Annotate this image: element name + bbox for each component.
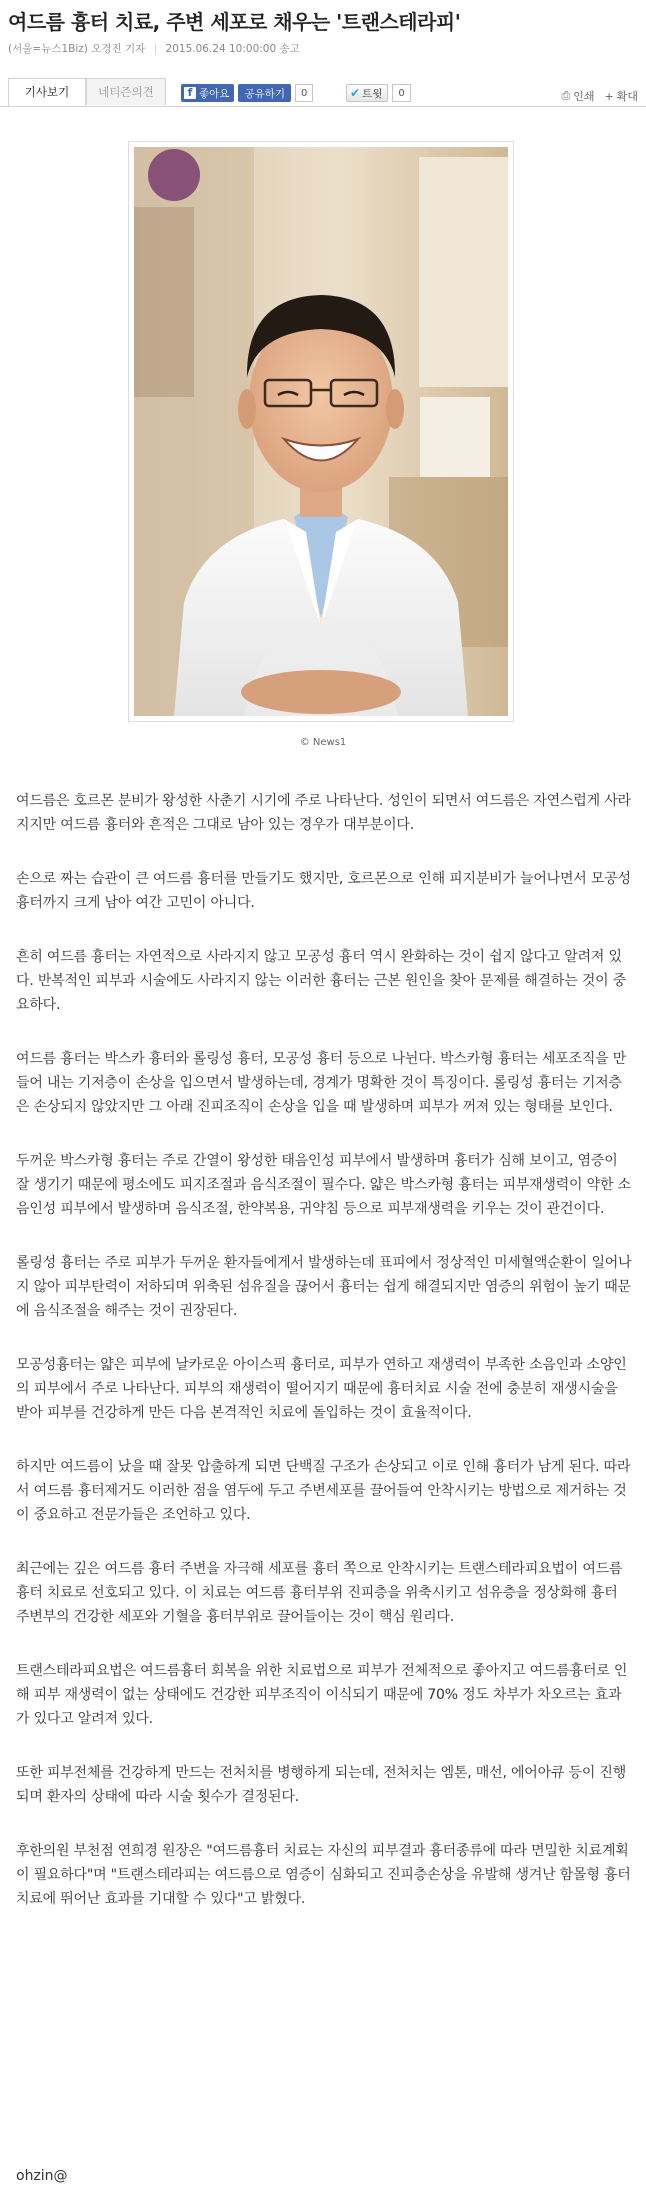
photo-caption: © News1 (299, 737, 347, 748)
twitter-widget (346, 84, 411, 102)
tweet-button[interactable] (346, 84, 388, 102)
article-paragraph: 손으로 짜는 습관이 큰 여드름 흉터를 만들기도 했지만, 호르몬으로 인해 피지분비가 늘어나면서 모공성 흉터까지 크게 남아 여간 고민이 아니다. (16, 871, 631, 911)
article-paragraph: 모공성흉터는 얇은 피부에 날카로운 아이스픽 흉터로, 피부가 연하고 재생력이 부족한 소음인과 소양인의 피부에서 주로 나타난다. 피부의 재생력이 떨어지기 때문에 흉터치료 시술 전에 충분히 재생시술을 받아 피부를 건강하게 만든 다음 본격적인 치료에 돌입하는 것이 효율적이다. (16, 1357, 627, 1421)
article-body (16, 789, 632, 1941)
zoom-in-icon: + (604, 89, 614, 103)
article-toolbar (0, 68, 646, 107)
article-photo (128, 141, 514, 722)
article-paragraph: 흔히 여드름 흉터는 자연적으로 사라지지 않고 모공성 흉터 역시 완화하는 것이 쉽지 않다고 알려져 있다. 반복적인 피부과 시술에도 사라지지 않는 이러한 흉터는 근본 원인을 찾아 문제를 해결하는 것이 중요하다. (16, 949, 627, 1013)
article-title: 여드름 흉터 치료, 주변 세포로 채우는 '트랜스테라피' (8, 10, 461, 34)
facebook-share-button[interactable]: 공유하기 (238, 84, 291, 102)
article-paragraph: 롤링성 흉터는 주로 피부가 두꺼운 환자들에게서 발생하는데 표피에서 정상적인 미세혈액순환이 일어나지 않아 피부탄력이 저하되며 위축된 섬유질을 끊어서 흉터는 쉽게 해결되지만 염증의 위험이 높기 때문에 음식조절을 해주는 것이 권장된다. (16, 1255, 632, 1319)
facebook-icon: f (184, 87, 196, 99)
facebook-like-label: 좋아요 (199, 87, 230, 100)
tweet-label: 트윗 (362, 87, 383, 100)
zoom-in-label: 확대 (616, 90, 638, 103)
facebook-like-button[interactable] (181, 84, 234, 102)
facebook-count: 0 (295, 84, 313, 102)
article-header (0, 0, 646, 56)
facebook-widget (181, 84, 313, 102)
article-paragraph: 최근에는 깊은 여드름 흉터 주변을 자극해 세포를 흉터 쪽으로 안착시키는 트랜스테라피요법이 여드름흉터 치료로 선호되고 있다. 이 치료는 여드름 흉터부위 진피층을 위축시키고 섬유층을 정상화해 흉터 주변부의 건강한 세포와 기혈을 흉터부위로 끌어들이는 것이 핵심 원리다. (16, 1561, 623, 1625)
print-button[interactable] (561, 88, 594, 104)
article-date-label: 송고 (279, 43, 300, 55)
tab-article-view[interactable]: 기사보기 (8, 78, 86, 106)
print-label: 인쇄 (573, 90, 595, 103)
article-paragraph: 하지만 여드름이 났을 때 잘못 압출하게 되면 단백질 구조가 손상되고 이로 인해 흉터가 남게 된다. 따라서 여드름 흉터제거도 이러한 점을 염두에 두고 주변세포를 끌어들여 안착시키는 방법으로 제거하는 것이 중요하고 전문가들은 조언하고 있다. (16, 1459, 631, 1523)
article-reporter: 오경진 기자 (91, 43, 146, 55)
meta-divider: | (153, 43, 158, 55)
zoom-in-button[interactable] (605, 88, 638, 104)
article-tools (551, 88, 638, 104)
twitter-icon: ✔ (350, 86, 361, 100)
reporter-signature: ohzin@ (16, 2168, 68, 2184)
tweet-count: 0 (392, 84, 410, 102)
article-paragraph: 여드름은 호르몬 분비가 왕성한 사춘기 시기에 주로 나타난다. 성인이 되면서 여드름은 자연스럽게 사라지지만 여드름 흉터와 흔적은 그대로 남아 있는 경우가 대부분이다. (16, 793, 631, 833)
article-source: (서울=뉴스1Biz) (8, 43, 88, 55)
tab-comments[interactable]: 네티즌의견 (86, 78, 166, 105)
article-meta (8, 41, 638, 56)
article-paragraph: 두꺼운 박스카형 흉터는 주로 간열이 왕성한 태음인성 피부에서 발생하며 흉터가 심해 보이고, 염증이 잘 생기기 때문에 평소에도 피지조절과 음식조절이 필수다. 얇은 박스카형 흉터는 피부재생력이 약한 소음인성 피부에서 발생하며 음식조절, 한약복용, 귀약침 등으로 피부재생력을 키우는 것이 관건이다. (16, 1153, 631, 1217)
article-paragraph: 여드름 흉터는 박스카 흉터와 롤링성 흉터, 모공성 흉터 등으로 나뉜다. 박스카형 흉터는 세포조직을 만들어 내는 기저층이 손상을 입으면서 발생하는데, 경계가 명확한 것이 특징이다. 롤링성 흉터는 기저층은 손상되지 않았지만 그 아래 진피조직이 손상을 입을 때 발생하며 피부가 꺼져 있는 형태를 보인다. (16, 1051, 627, 1115)
article-paragraph: 트랜스테라피요법은 여드름흉터 회복을 위한 치료법으로 피부가 전체적으로 좋아지고 여드름흉터로 인해 피부 재생력이 없는 상태에도 건강한 피부조직이 이식되기 때문에 70% 정도 차부가 차오르는 효과가 있다고 알려져 있다. (16, 1663, 628, 1727)
article-paragraph: 또한 피부전체를 건강하게 만드는 전처치를 병행하게 되는데, 전처치는 엠톤, 매선, 에어아큐 등이 진행되며 환자의 상태에 따라 시술 횟수가 결정된다. (16, 1765, 627, 1805)
article-paragraph: 후한의원 부천점 연희경 원장은 "여드름흉터 치료는 자신의 피부결과 흉터종류에 따라 면밀한 치료계획이 필요하다"며 "트랜스테라피는 여드름으로 염증이 심화되고 진피층손상을 유발해 생겨난 함몰형 흉터 치료에 뛰어난 효과를 기대할 수 있다"고 밝혔다. (16, 1843, 631, 1907)
article-date: 2015.06.24 10:00:00 (165, 43, 277, 55)
doctor-portrait-photo (134, 147, 508, 716)
print-icon: ⎙ (561, 89, 571, 102)
